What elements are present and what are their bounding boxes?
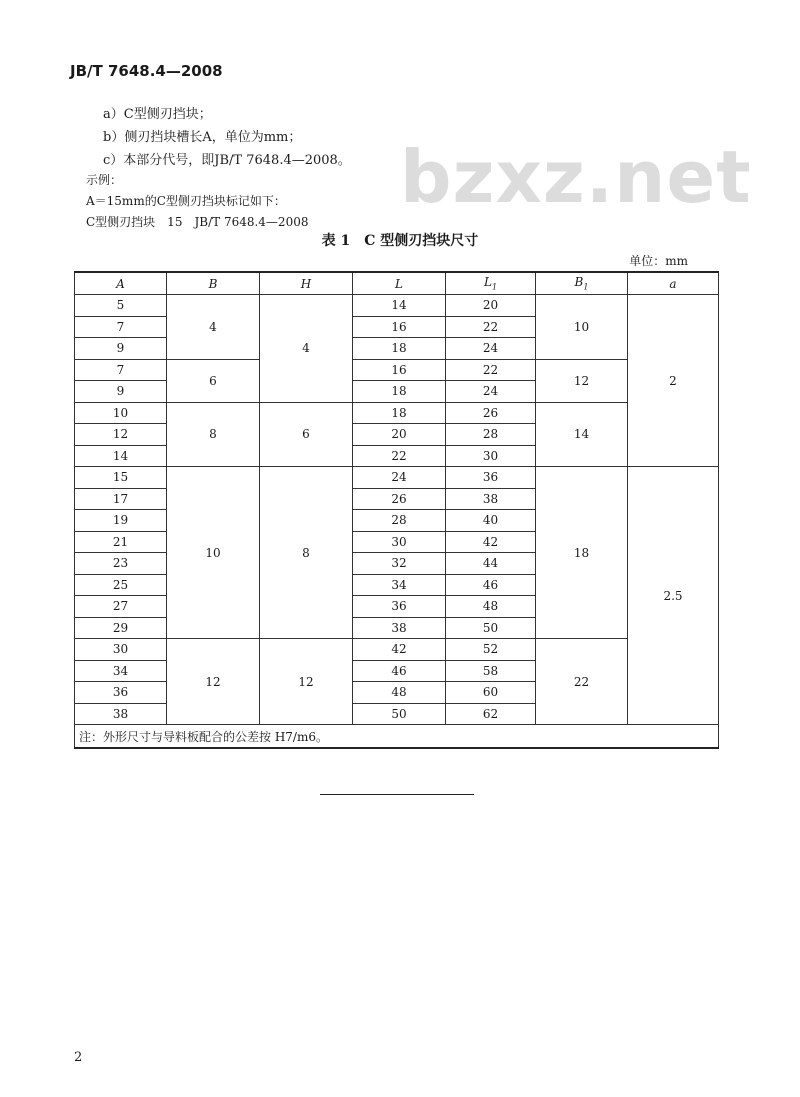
cell-l: 48 [353, 682, 446, 704]
cell-h: 12 [260, 639, 353, 725]
cell-l1: 22 [446, 316, 536, 338]
cell-b: 8 [167, 402, 260, 467]
col-header-b: B [167, 272, 260, 295]
cell-l: 16 [353, 359, 446, 381]
cell-l: 18 [353, 402, 446, 424]
end-rule [320, 794, 474, 795]
cell-a: 30 [75, 639, 167, 661]
cell-b: 4 [167, 295, 260, 360]
cell-a: 15 [75, 467, 167, 489]
cell-l1: 40 [446, 510, 536, 532]
cell-a: 17 [75, 488, 167, 510]
marking-item-b: b）侧刃挡块槽长A，单位为mm； [103, 130, 302, 145]
cell-l1: 22 [446, 359, 536, 381]
dimension-table [74, 271, 719, 749]
cell-l: 30 [353, 531, 446, 553]
cell-l: 38 [353, 617, 446, 639]
cell-l1: 38 [446, 488, 536, 510]
table-note-row [75, 725, 719, 749]
page-number: 2 [74, 1050, 83, 1065]
cell-h: 6 [260, 402, 353, 467]
cell-l1: 62 [446, 703, 536, 725]
cell-l: 36 [353, 596, 446, 618]
cell-a: 25 [75, 574, 167, 596]
col-header-l: L [353, 272, 446, 295]
cell-a: 10 [75, 402, 167, 424]
table-note: 注：外形尺寸与导料板配合的公差按 H7/m6。 [75, 725, 719, 749]
cell-l1: 58 [446, 660, 536, 682]
cell-a: 21 [75, 531, 167, 553]
example-label: 示例： [86, 173, 123, 187]
table-row [75, 359, 719, 381]
cell-a: 12 [75, 424, 167, 446]
cell-l1: 36 [446, 467, 536, 489]
cell-b1: 12 [536, 359, 628, 402]
col-header-l1-sub: 1 [491, 282, 498, 292]
cell-l1: 20 [446, 295, 536, 317]
cell-l1: 52 [446, 639, 536, 661]
cell-a-small: 2.5 [628, 467, 719, 725]
cell-l: 24 [353, 467, 446, 489]
col-header-a: A [75, 272, 167, 295]
table-row [75, 467, 719, 489]
cell-b: 10 [167, 467, 260, 639]
col-header-b1 [536, 272, 628, 295]
table-title: 表 1 C 型侧刃挡块尺寸 [321, 233, 479, 249]
cell-b1: 14 [536, 402, 628, 467]
marking-item-a: a）C型侧刃挡块； [103, 107, 212, 122]
cell-h: 8 [260, 467, 353, 639]
cell-l1: 24 [446, 381, 536, 403]
cell-l: 20 [353, 424, 446, 446]
col-header-a-small: a [628, 272, 719, 295]
cell-l: 32 [353, 553, 446, 575]
cell-a: 38 [75, 703, 167, 725]
col-header-b1-sub: 1 [583, 282, 589, 292]
cell-b1: 22 [536, 639, 628, 725]
cell-l1: 26 [446, 402, 536, 424]
cell-b1: 18 [536, 467, 628, 639]
cell-a: 5 [75, 295, 167, 317]
cell-l: 42 [353, 639, 446, 661]
cell-a: 27 [75, 596, 167, 618]
col-header-l1 [446, 272, 536, 295]
cell-a: 9 [75, 381, 167, 403]
table-row [75, 402, 719, 424]
cell-l: 22 [353, 445, 446, 467]
cell-l: 46 [353, 660, 446, 682]
cell-a: 7 [75, 359, 167, 381]
cell-a: 34 [75, 660, 167, 682]
cell-a: 9 [75, 338, 167, 360]
cell-l1: 42 [446, 531, 536, 553]
cell-l1: 28 [446, 424, 536, 446]
cell-l: 26 [353, 488, 446, 510]
cell-a: 36 [75, 682, 167, 704]
cell-l: 50 [353, 703, 446, 725]
cell-l: 16 [353, 316, 446, 338]
cell-a: 29 [75, 617, 167, 639]
example-marking: C型侧刃挡块 15 JB/T 7648.4—2008 [86, 215, 309, 229]
table-row [75, 295, 719, 317]
cell-l1: 46 [446, 574, 536, 596]
cell-l: 18 [353, 381, 446, 403]
cell-l1: 60 [446, 682, 536, 704]
cell-h: 4 [260, 295, 353, 403]
cell-l: 28 [353, 510, 446, 532]
table-row [75, 639, 719, 661]
cell-b1: 10 [536, 295, 628, 360]
cell-b: 12 [167, 639, 260, 725]
cell-l1: 24 [446, 338, 536, 360]
document-header: JB/T 7648.4—2008 [70, 62, 223, 80]
cell-a-small: 2 [628, 295, 719, 467]
cell-l: 14 [353, 295, 446, 317]
cell-l: 18 [353, 338, 446, 360]
cell-a: 23 [75, 553, 167, 575]
cell-b: 6 [167, 359, 260, 402]
cell-l1: 48 [446, 596, 536, 618]
col-header-l1-letter: L [483, 275, 492, 290]
cell-a: 19 [75, 510, 167, 532]
table-header-row [75, 272, 719, 295]
cell-l1: 50 [446, 617, 536, 639]
cell-a: 14 [75, 445, 167, 467]
col-header-h: H [260, 272, 353, 295]
example-description: A＝15mm的C型侧刃挡块标记如下： [86, 194, 286, 208]
cell-a: 7 [75, 316, 167, 338]
watermark: bzxz.net [400, 135, 752, 219]
col-header-b1-letter: B [574, 275, 584, 290]
unit-label: 单位：mm [629, 254, 688, 268]
marking-item-c: c）本部分代号，即JB/T 7648.4—2008。 [103, 153, 351, 168]
cell-l1: 30 [446, 445, 536, 467]
cell-l1: 44 [446, 553, 536, 575]
cell-l: 34 [353, 574, 446, 596]
